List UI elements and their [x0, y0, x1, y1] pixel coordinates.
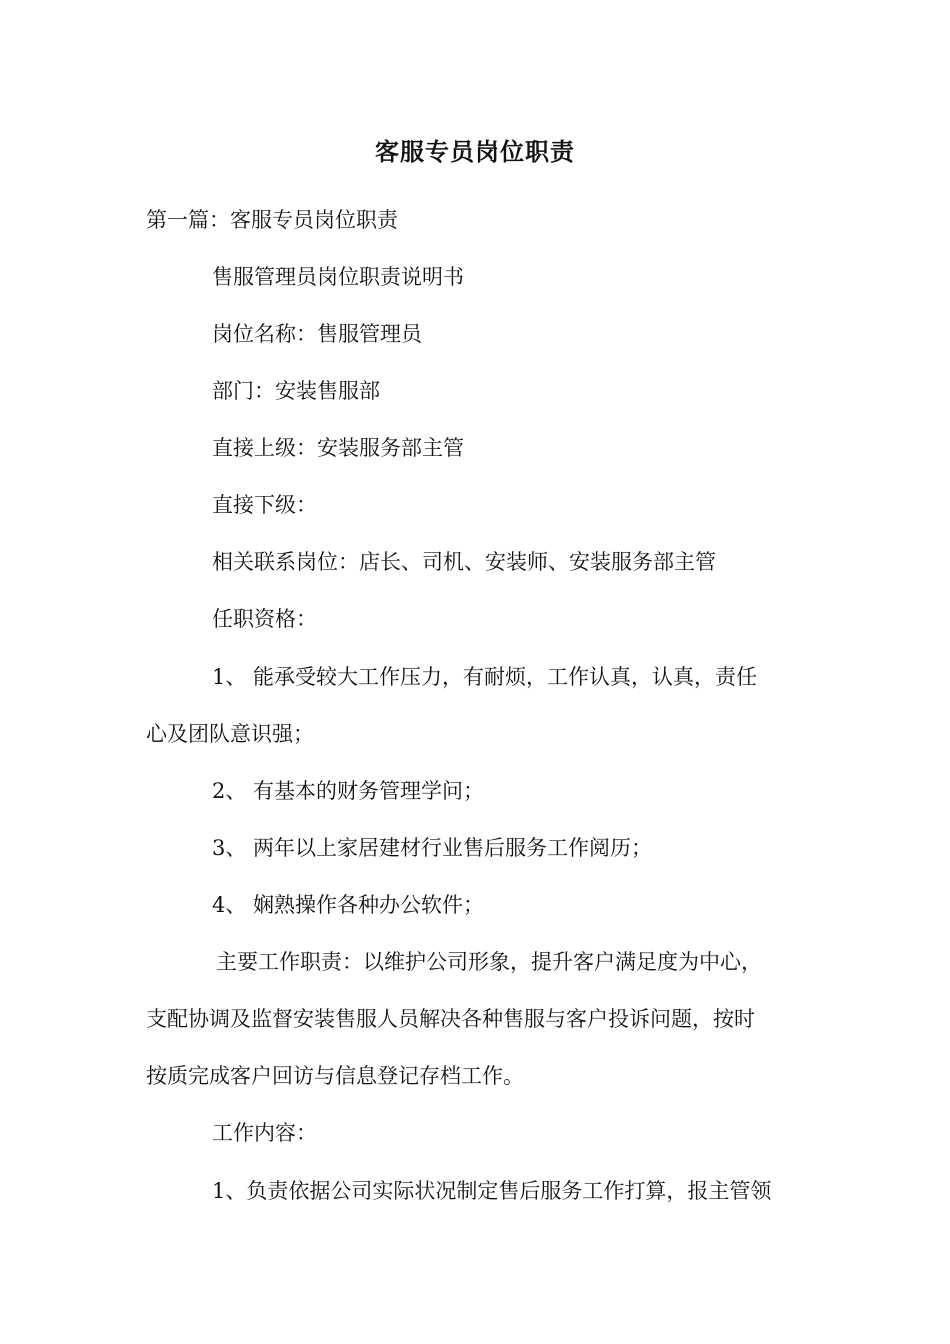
chapter-heading: 第一篇：客服专员岗位职责	[146, 208, 398, 232]
qualification-item: 1、 能承受较大工作压力，有耐烦，工作认真，认真，责任	[212, 665, 758, 689]
qualification-item: 3、 两年以上家居建材行业售后服务工作阅历；	[212, 836, 653, 860]
qualification-item: 2、 有基本的财务管理学问；	[212, 779, 485, 803]
main-duties-line-continued: 按质完成客户回访与信息登记存档工作。	[146, 1064, 524, 1088]
qualification-item: 4、 娴熟操作各种办公软件；	[212, 893, 485, 917]
main-duties-line-continued: 支配协调及监督安装售服人员解决各种售服与客户投诉问题，按时	[146, 1007, 755, 1031]
qualifications-heading: 任职资格：	[212, 607, 317, 631]
related-positions-line: 相关联系岗位：店长、司机、安装师、安装服务部主管	[212, 550, 716, 574]
work-content-heading: 工作内容：	[212, 1121, 317, 1145]
direct-subordinate-line: 直接下级：	[212, 493, 317, 517]
department-line: 部门：安装售服部	[212, 379, 380, 403]
position-name-line: 岗位名称：售服管理员	[212, 322, 422, 346]
direct-superior-line: 直接上级：安装服务部主管	[212, 436, 464, 460]
qualification-item-continued: 心及团队意识强；	[146, 722, 314, 746]
document-title: 客服专员岗位职责	[375, 137, 575, 166]
work-content-item: 1、负责依据公司实际状况制定售后服务工作打算，报主管领	[212, 1179, 772, 1203]
main-duties-line: 主要工作职责：以维护公司形象，提升客户满足度为中心，	[216, 950, 762, 974]
subtitle-line: 售服管理员岗位职责说明书	[212, 265, 464, 289]
